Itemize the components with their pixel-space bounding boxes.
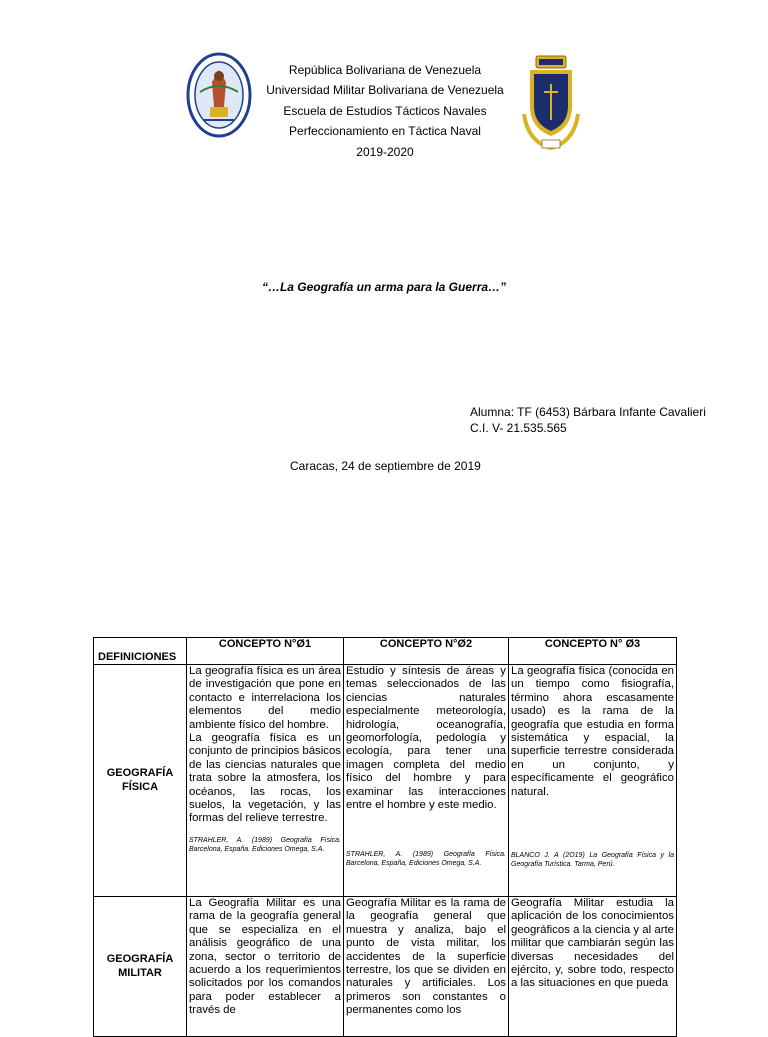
table-cell (509, 665, 677, 897)
table-header-row (94, 638, 677, 665)
table-cell (509, 897, 677, 1037)
definitions-table (93, 637, 677, 1037)
cell-text: Geografía Militar estudia la aplicación de los conocimientos geográficos a la ciencia y al arte militar que cambiarán según las diversas necesidades del ejército, y, sobre todo, respecto a las situaciones en que pueda (511, 897, 674, 990)
corner-label: DEFINICIONES (94, 638, 187, 665)
citation: BLANCO J. A (2O19) La Geografía Física y la Geografía Turística. Tarma, Perú. (511, 852, 674, 869)
row-label: GEOGRAFÍA MILITAR (94, 897, 187, 1037)
cell-text: La geografía física es un área de investigación que pone en contacto e interrelaciona los elementos del medio ambiente físico del hombre. La geografía física es un conjunto de principios básicos de las ciencias naturales que trata sobre la atmosfera, los océanos, las rocas, los suelos, la vegetación, y las formas del relieve terrestre. (189, 665, 341, 825)
row-label: GEOGRAFÍA FÍSICA (94, 665, 187, 897)
header-line-period: 2019-2020 (356, 144, 414, 159)
student-info (470, 404, 706, 436)
university-seal-logo (186, 52, 252, 138)
table-cell (187, 665, 344, 897)
header-line-university: Universidad Militar Bolivariana de Venezuela (266, 83, 504, 98)
header-line-school: Escuela de Estudios Tácticos Navales (283, 103, 487, 118)
citation: STRAHLER, A. (1989) Geografía Física. Barcelona, España. Ediciones Omega, S.A. (189, 836, 341, 853)
student-id: C.I. V- 21.535.565 (470, 421, 567, 435)
header-line-country: República Bolivariana de Venezuela (288, 63, 482, 77)
institution-header (250, 60, 520, 162)
column-header: CONCEPTO N°Ø2 (344, 638, 509, 665)
cell-text: La geografía física (conocida en un tiempo como fisiografía, término ahora escasamente usado) es la rama de la geografía que estudia en forma sistemática y espacial, la superficie terrestre considerada en un conjunto, y específicamente el geográfico natural. (511, 665, 674, 798)
cell-text: La Geografía Militar es una rama de la geografía general que se especializa en el análisis geográfico de una zona, sector o territorio de acuerdo a los requerimientos solicitados por los comandos para poder establecer a través de (189, 897, 341, 1017)
column-header: CONCEPTO N°Ø1 (187, 638, 344, 665)
naval-school-emblem-logo (522, 54, 580, 152)
place-date: Caracas, 24 de septiembre de 2019 (290, 459, 481, 473)
table-cell (344, 665, 509, 897)
table-cell (344, 897, 509, 1037)
essay-title: “…La Geografía un arma para la Guerra…” (261, 280, 507, 294)
header-line-program: Perfeccionamiento en Táctica Naval (289, 124, 481, 139)
table-cell (187, 897, 344, 1037)
table-row (94, 897, 677, 1037)
table-row (94, 665, 677, 897)
cell-text: Geografía Militar es la rama de la geografía general que muestra y analiza, bajo el punto de vista militar, los accidentes de la superficie terrestre, los que se dividen en naturales y artificiales. Los primeros son constantes o permanentes como los (346, 897, 506, 1017)
student-name: Alumna: TF (6453) Bárbara Infante Cavalieri (470, 405, 706, 419)
cell-text: Estudio y síntesis de áreas y temas seleccionados de las ciencias naturales especialmente meteorología, hidrología, oceanografía, geomorfología, pedología y ecología, para tener una imagen completa del medio físico del hombre y para examinar las interacciones entre el hombre y este medio. (346, 665, 506, 812)
citation: STRAHLER, A. (1989) Geografía Física. Barcelona, España, Ediciones Omega, S.A. (346, 851, 506, 868)
column-header: CONCEPTO N° Ø3 (509, 638, 677, 665)
